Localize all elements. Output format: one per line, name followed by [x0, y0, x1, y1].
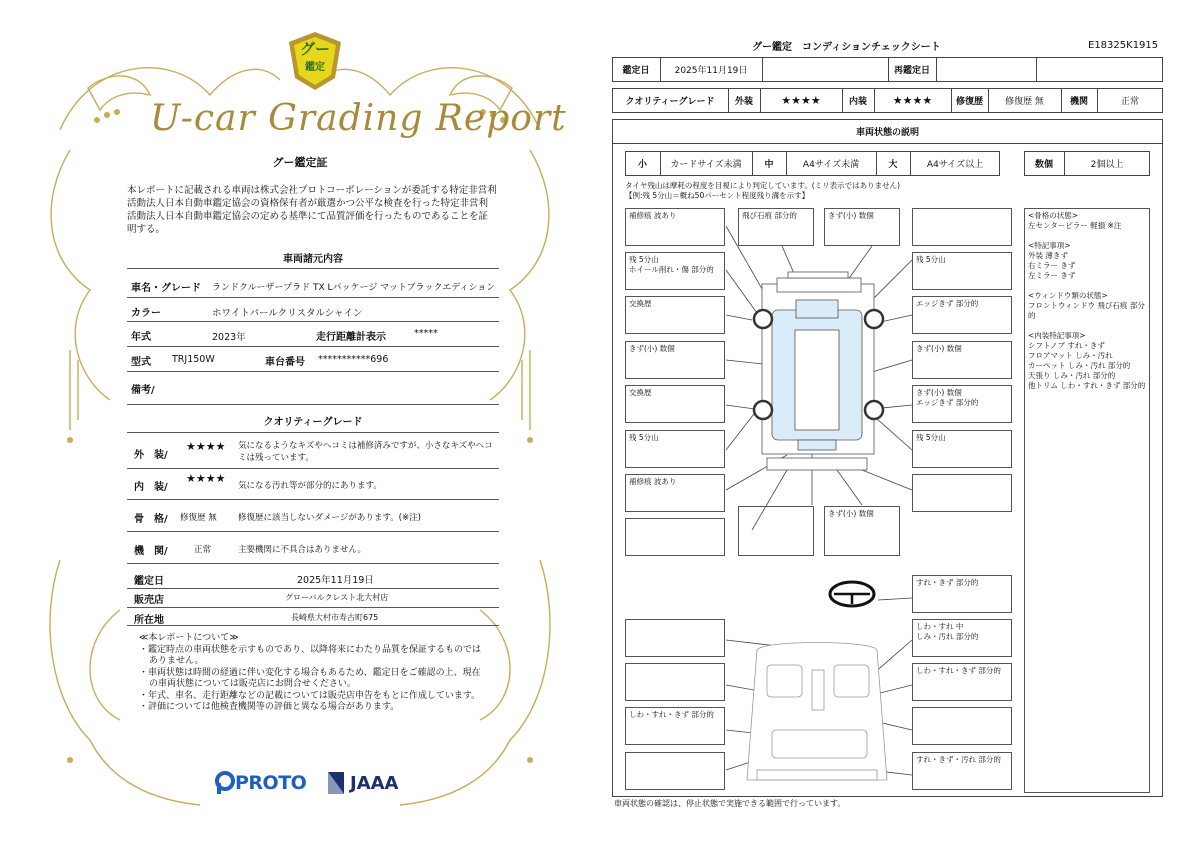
divider: [127, 432, 499, 433]
exterior-stars: ★★★★: [186, 440, 226, 453]
engine-value: 正常: [194, 545, 212, 555]
exterior-note-box: 残 5分山 ホイール削れ・傷 部分的: [625, 252, 725, 290]
badge-text: グー: [299, 40, 330, 58]
legend-small: 小: [637, 160, 647, 170]
divider: [127, 588, 499, 589]
shop-label: 販売店: [134, 595, 164, 606]
note-item: ・年式、車名、走行距離などの記載については販売店申告をもとに作成しています。: [139, 690, 481, 701]
legend-medium: 中: [764, 160, 774, 170]
badge-subtext: 鑑定: [305, 62, 325, 73]
mileage-label: 走行距離計表示: [316, 332, 386, 343]
divider: [127, 468, 499, 469]
legend-large: 大: [888, 160, 898, 170]
divider: [127, 563, 499, 564]
interior-stars: ★★★★: [892, 94, 933, 107]
frame-text: 修復歴に該当しないダメージがあります。(※注): [238, 513, 421, 523]
divider: [127, 607, 499, 608]
model-value: TRJ150W: [172, 354, 215, 365]
exterior-note-box: [625, 518, 725, 556]
divider: [127, 297, 499, 298]
note-item: ・評価については他検査機関等の評価と異なる場合があります。: [139, 702, 400, 712]
divider: [127, 268, 499, 269]
interior-label: 内 装/: [134, 482, 168, 493]
interior-note-box: しわ・すれ・きず 部分的: [912, 663, 1012, 701]
divider: [127, 531, 499, 532]
exterior-note-box: 残 5分山: [625, 430, 725, 468]
engine-value: 正常: [1120, 97, 1139, 107]
engine-label: 機 関/: [134, 546, 168, 557]
legend-small-desc: カードサイズ未満: [670, 160, 742, 170]
exterior-note-box: きず(小) 数個: [912, 341, 1012, 379]
interior-note-box: すれ・きず 部分的: [912, 575, 1012, 613]
divider: [127, 346, 499, 347]
year-label: 年式: [131, 332, 151, 343]
interior-note-box: [912, 707, 1012, 745]
vehicle-state-heading: 車両状態の説明: [855, 128, 919, 138]
exterior-note-box: 残 5分山: [912, 252, 1012, 290]
exterior-note-box: きず(小) 数個 エッジきず 部分的: [912, 385, 1012, 423]
exterior-note-box: 交換歴: [625, 296, 725, 334]
exterior-note-box: 残 5分山: [912, 430, 1012, 468]
jaaa-logo-icon: [326, 770, 346, 796]
color-value: ホワイトパールクリスタルシャイン: [212, 308, 363, 319]
interior-note-box: [625, 752, 725, 790]
spec-heading: 車両諸元内容: [283, 254, 343, 265]
chassis-value: ***********696: [318, 354, 389, 365]
engine-label: 機関: [1069, 97, 1088, 107]
sheet-code: E18325K1915: [1088, 40, 1159, 51]
certificate-title: グー鑑定証: [272, 156, 328, 169]
repair-history-label: 修復歴: [955, 97, 983, 107]
exterior-label: 外 装/: [134, 450, 168, 461]
exterior-label: 外装: [734, 97, 753, 107]
shop-value: グローバルクレスト北大村店: [285, 593, 389, 602]
sheet-title: グー鑑定 コンディションチェックシート: [752, 42, 941, 53]
notes-heading: ≪本レポートについて≫: [139, 633, 239, 643]
frame-label: 骨 格/: [134, 514, 168, 525]
certificate-statement: 本レポートに記載される車両は株式会社プロトコーポレーションが委託する特定非営利活動法人日本自動車鑑定協会の資格保有者が厳選かつ公平な検査を行った特定非営利活動法人日本自動車鑑定協会の定める基準にて品質評価を行ったものであることを証明する。: [127, 185, 497, 235]
sheet-footer-note: 車両状態の確認は、停止状態で実施できる範囲で行っています。: [614, 799, 846, 808]
legend-count-desc: 2個以上: [1090, 160, 1124, 170]
frame-condition-notes: <骨格の状態> 左センターピラー 軽損 ※注 <特記事項> 外装 薄きず 右ミラー きず 左ミラー きず <ウィンドウ類の状態> フロントウィンドウ 飛び石痕 部分的 <内装特記事項> シフトノブ すれ・きず フロアマット しみ・汚れ カーペット しみ・汚れ 部分的 天張り しみ・汚れ 部分的 他トリム しわ・すれ・きず 部分的: [1024, 208, 1150, 793]
car-name-label: 車名・グレード: [131, 283, 201, 294]
color-label: カラー: [131, 308, 161, 319]
legend-medium-desc: A4サイズ未満: [802, 160, 860, 170]
proto-logo-text: PROTO: [235, 772, 307, 794]
mileage-value: *****: [414, 328, 438, 339]
interior-note-box: [625, 619, 725, 657]
jaaa-logo-text: JAAA: [350, 773, 399, 794]
report-script-title: U-car Grading Report: [150, 98, 567, 139]
divider: [127, 404, 499, 405]
proto-logo-icon: [215, 771, 235, 795]
grade-heading: クオリティーグレード: [263, 417, 363, 428]
appraisal-date-label: 鑑定日: [134, 576, 164, 587]
exterior-note-box: [912, 474, 1012, 512]
tire-note: タイヤ残山は摩耗の程度を目視により判定しています。(ミリ表示ではありません): [625, 181, 901, 190]
appraisal-date-value: 2025年11月19日: [297, 575, 374, 586]
divider: [127, 371, 499, 372]
car-name-value: ランドクルーザープラド TX Lパッケージ マットブラックエディション: [212, 283, 496, 293]
grade-label: クオリティーグレード: [625, 97, 715, 107]
interior-note-box: しわ・すれ 中 しみ・汚れ 部分的: [912, 619, 1012, 657]
exterior-note-box: 交換歴: [625, 385, 725, 423]
interior-note-box: すれ・きず・汚れ 部分的: [912, 752, 1012, 790]
chassis-label: 車台番号: [265, 357, 305, 368]
tire-example-note: 【例:残 5分山＝概ね50パーセント程度残り溝を示す】: [625, 191, 810, 200]
divider: [127, 321, 499, 322]
date-value: 2025年11月19日: [674, 66, 748, 76]
exterior-note-box: きず(小) 数個: [824, 208, 900, 246]
interior-label: 内装: [848, 97, 867, 107]
interior-note-box: しわ・すれ・きず 部分的: [625, 707, 725, 745]
date-label: 鑑定日: [622, 66, 650, 76]
model-label: 型式: [131, 357, 151, 368]
legend-large-desc: A4サイズ以上: [926, 160, 984, 170]
note-item: ・鑑定時点の車両状態を示すものであり、以降将来にわたり品質を保証するものではありません。: [139, 644, 482, 666]
exterior-note-box: 補修痕 波あり: [625, 208, 725, 246]
exterior-note-box: 補修痕 波あり: [625, 474, 725, 512]
interior-stars: ★★★★: [186, 472, 226, 485]
note-item: ・車両状態は時間の経過に伴い変化する場合もあるため、鑑定日をご確認の上、現在の車両状態については販売店にお問合せください。: [139, 667, 481, 689]
remarks-label: 備考/: [131, 385, 155, 396]
exterior-note-box: [738, 506, 814, 556]
exterior-note-box: 飛び石痕 部分的: [738, 208, 814, 246]
engine-text: 主要機関に不具合はありません。: [238, 545, 367, 555]
exterior-note-box: きず(小) 数個: [824, 506, 900, 556]
divider: [127, 499, 499, 500]
exterior-text: 気になるようなキズやヘコミは補修済みですが、小さなキズやヘコミは残っています。: [238, 441, 493, 463]
repair-history-value: 修復歴 無: [1005, 97, 1044, 107]
report-notes: [139, 633, 489, 714]
exterior-note-box: エッジきず 部分的: [912, 296, 1012, 334]
divider: [127, 625, 499, 626]
interior-note-box: [625, 663, 725, 701]
address-label: 所在地: [134, 615, 164, 626]
exterior-stars: ★★★★: [781, 94, 821, 107]
frame-value: 修復歴 無: [180, 513, 217, 523]
exterior-note-box: きず(小) 数個: [625, 341, 725, 379]
year-value: 2023年: [212, 332, 246, 343]
exterior-note-box: [912, 208, 1012, 246]
interior-text: 気になる汚れ等が部分的にあります。: [238, 481, 382, 491]
address-value: 長崎県大村市寿古町675: [291, 613, 379, 622]
reappraisal-date-label: 再鑑定日: [893, 66, 930, 76]
legend-count: 数個: [1034, 160, 1053, 170]
